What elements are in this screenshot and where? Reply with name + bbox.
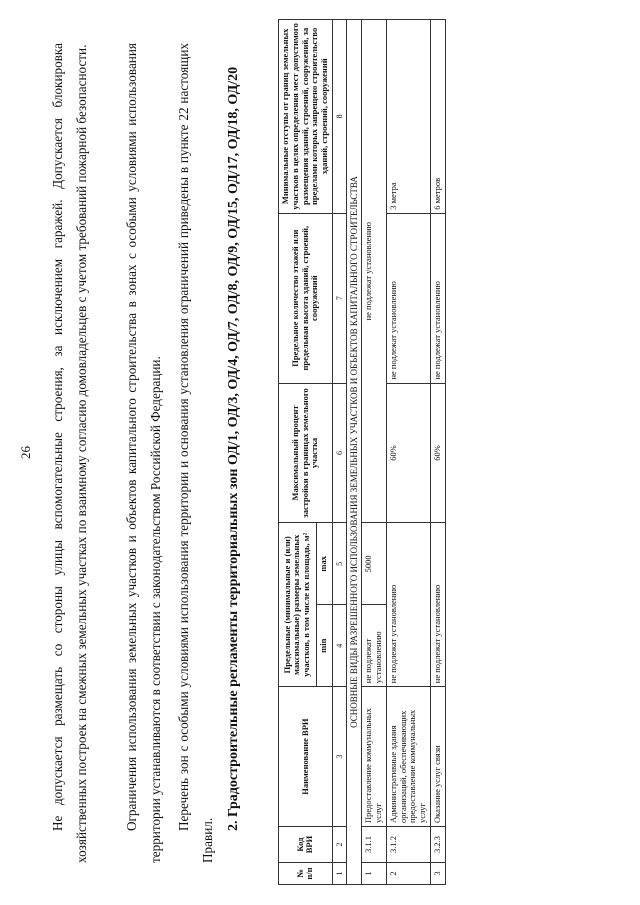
row-sizes: не подлежат установлению xyxy=(386,523,430,687)
row-code: 3.1.1 xyxy=(362,827,387,863)
section-row xyxy=(347,20,362,885)
header-setback: Минимальные отступы от границ земельных участков в целях определения мест допустимого размещения зданий, строений, сооружений, за пределами которых запрещено строительство зданий, строений, сооружений xyxy=(279,20,333,214)
row-floors: не подлежат установлению xyxy=(430,213,445,383)
row-code: 3.2.3 xyxy=(430,827,445,863)
row-percent: 60% xyxy=(386,383,430,523)
row-min: не подлежат установлению xyxy=(362,605,387,687)
header-floors: Предельное количество этажей или предельная высота зданий, строений, сооружений xyxy=(279,213,333,383)
col-number: 3 xyxy=(332,687,346,827)
row-num: 1 xyxy=(362,863,387,885)
table-row xyxy=(386,20,430,885)
section-title: ОСНОВНЫЕ ВИДЫ РАЗРЕШЕННОГО ИСПОЛЬЗОВАНИЯ ЗЕМЕЛЬНЫХ УЧАСТКОВ И ОБЪЕКТОВ КАПИТАЛЬНОГО СТРОИТЕЛЬСТВА xyxy=(347,20,362,885)
row-sizes: не подлежат установлению xyxy=(430,523,445,687)
paragraph-restrictions: Ограничения использования земельных участков и объектов капитального строительства в зонах с особыми условиями использования территории устанавливаются в соответствии с законодательством Российской Федерации. xyxy=(124,43,164,863)
col-number: 6 xyxy=(332,383,346,523)
row-name: Оказание услуг связи xyxy=(430,687,445,827)
col-number: 5 xyxy=(332,523,346,605)
row-percent: 60% xyxy=(430,383,445,523)
paragraph-zones-list: Перечень зон с особыми условиями использования территории и основания установления ограничений приведены в пункте 22 настоящих Правил. xyxy=(176,43,216,863)
row-setback: 3 метра xyxy=(386,20,430,214)
regulations-table xyxy=(278,19,446,885)
header-sizes: Предельные (минимальные и (или) максимальные) размеры земельных участков, в том числе их площадь, м² xyxy=(279,523,317,687)
row-max: 5000 xyxy=(362,523,387,605)
row-num: 3 xyxy=(430,863,445,885)
col-number: 2 xyxy=(332,827,346,863)
paragraph-outbuildings: Не допускается размещать со стороны улицы вспомогательные строения, за исключением гаражей. Допускается блокировка хозяйственных построек на смежных земельных участках по взаимному согласию домовладельцев с учетом требований пожарной безопасности. xyxy=(50,43,90,863)
header-percent: Максимальный процент застройки в границах земельного участка xyxy=(279,383,333,523)
row-floors: не подлежат установлению xyxy=(386,213,430,383)
table-row xyxy=(362,20,387,885)
row-merged: не подлежат установлению xyxy=(362,20,387,523)
col-number: 8 xyxy=(332,20,346,214)
section-heading: 2. Градостроительные регламенты территориальных зон ОД/1, ОД/3, ОД/4, ОД/7, ОД/8, ОД/9, ОД/15, ОД/17, ОД/18, ОД/20 xyxy=(226,66,241,831)
row-setback: 6 метров xyxy=(430,20,445,214)
row-name: Административные здания организаций, обеспечивающих предоставление коммунальных услуг xyxy=(386,687,430,827)
header-num: № п/п xyxy=(279,863,333,885)
table-row xyxy=(430,20,445,885)
header-code: Код ВРИ xyxy=(279,827,333,863)
column-numbers-row xyxy=(332,20,346,885)
col-number: 7 xyxy=(332,213,346,383)
header-name: Наименование ВРИ xyxy=(279,687,333,827)
header-min: min xyxy=(316,605,332,687)
col-number: 4 xyxy=(332,605,346,687)
header-max: max xyxy=(316,523,332,605)
row-code: 3.1.2 xyxy=(386,827,430,863)
row-name: Предоставление коммунальных услуг xyxy=(362,687,387,827)
col-number: 1 xyxy=(332,863,346,885)
page-number: 26 xyxy=(18,446,33,459)
table-header-row xyxy=(279,20,317,885)
row-num: 2 xyxy=(386,863,430,885)
